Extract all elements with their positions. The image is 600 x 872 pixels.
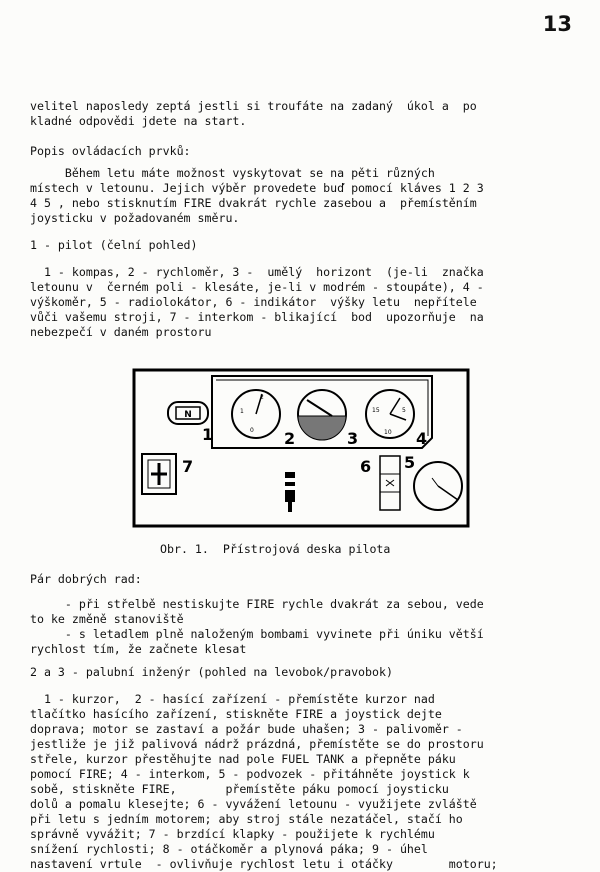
label-3: 3 [347,429,359,448]
heading-text: Popis ovládacích prvků: [30,144,191,158]
text-line: střele, kurzor přestěhujte nad pole FUEL TANK a přepněte páku [30,752,456,766]
text-line: 4 5 , nebo stisknutím FIRE dvakrát rychle zasebou a přemístěním [30,196,477,210]
text-line: při letu s jedním motorem; aby stroj stále nezatáčel, stačí ho [30,812,463,826]
controls-paragraph [30,166,575,226]
text-line: - s letadlem plně naloženým bombami vyvinete při úniku větší [30,627,484,641]
engineer-description [30,692,575,872]
controls-heading [30,144,575,159]
artificial-horizon-icon [298,390,346,440]
text-line: správně vyvážit; 7 - brzdící klapky - použijete k rychlému [30,827,435,841]
text-line: kladné odpovědi jdete na start. [30,114,247,128]
label-7: 7 [182,457,194,476]
instrument-panel-diagram [132,368,470,528]
text-line: rychlost tím, že začnete klesat [30,642,247,656]
caption-label: Obr. 1. [160,542,209,556]
label-1: 1 [202,425,214,444]
text-line: místech v letounu. Jejich výběr provedete buď pomocí kláves 1 2 3 [30,181,484,195]
pilot-description [30,265,575,340]
text-line: joysticku v požadovaném směru. [30,211,240,225]
text-line: 1 - kurzor, 2 - hasící zařízení - přemístěte kurzor nad [30,692,435,706]
tick-label: 15 [372,407,380,414]
tick-label: 1 [240,408,244,415]
label-4: 4 [416,429,428,448]
text-line: tlačítko hasícího zařízení, stiskněte FIRE a joystick dejte [30,707,442,721]
tick-label: 10 [384,429,392,436]
heading-text: 2 a 3 - palubní inženýr (pohled na levobok/pravobok) [30,665,393,679]
enemy-altitude-indicator-icon [380,456,400,510]
intro-paragraph [30,99,575,129]
intercom-icon [142,454,176,494]
figure-caption [160,542,404,556]
text-line: snížení rychlosti; 8 - otáčkoměr a plynová páka; 9 - úhel [30,842,428,856]
advice-list [30,597,575,657]
text-line: vůči vašemu stroji, 7 - interkom - blikající bod upozorňuje na [30,310,484,324]
caption-text: Přístrojová deska pilota [222,542,391,556]
label-5: 5 [404,453,416,472]
label-6: 6 [360,457,372,476]
text-line: výškoměr, 5 - radiolokátor, 6 - indikátor výšky letu nepřítele [30,295,477,309]
tick-label: 2 [260,394,264,401]
heading-text: Pár dobrých rad: [30,572,142,586]
text-line: to ke změně stanoviště [30,612,184,626]
text-line: sobě, stiskněte FIRE, přemístěte páku pomocí joysticku [30,782,449,796]
text-line: nebezpečí v daném prostoru [30,325,212,339]
advice-heading [30,572,575,587]
text-line: pomocí FIRE; 4 - interkom, 5 - podvozek - přitáhněte joystick k [30,767,470,781]
compass-letter: N [184,410,192,420]
tick-label: 0 [250,427,254,434]
text-line: dolů a pomalu klesejte; 6 - vyvážení letounu - využijete zvláště [30,797,477,811]
text-line: jestliže je již palivová nádrž prázdná, přemístěte se do prostoru [30,737,484,751]
lever-icon [283,472,297,512]
page-number: 13 [542,12,572,36]
text-line: Během letu máte možnost vyskytovat se na pěti různých [30,166,435,180]
label-2: 2 [284,429,296,448]
tick-label: 5 [402,407,406,414]
text-line: nastavení vrtule - ovlivňuje rychlost letu i otáčky motoru; [30,857,498,871]
heading-text: 1 - pilot (čelní pohled) [30,238,198,252]
pilot-heading [30,238,575,253]
radar-icon [414,462,462,510]
text-line: velitel naposledy zeptá jestli si troufáte na zadaný úkol a po [30,99,477,113]
compass-icon [168,402,208,424]
text-line: - při střelbě nestiskujte FIRE rychle dvakrát za sebou, vede [30,597,484,611]
text-line: 1 - kompas, 2 - rychloměr, 3 - umělý horizont (je-li značka [30,265,484,279]
speedometer-icon [232,390,280,438]
altimeter-icon [366,390,414,438]
text-line: doprava; motor se zastaví a požár bude uhašen; 3 - palivoměr - [30,722,463,736]
engineer-heading [30,665,575,680]
text-line: letounu v černém poli - klesáte, je-li v modrém - stoupáte), 4 - [30,280,484,294]
